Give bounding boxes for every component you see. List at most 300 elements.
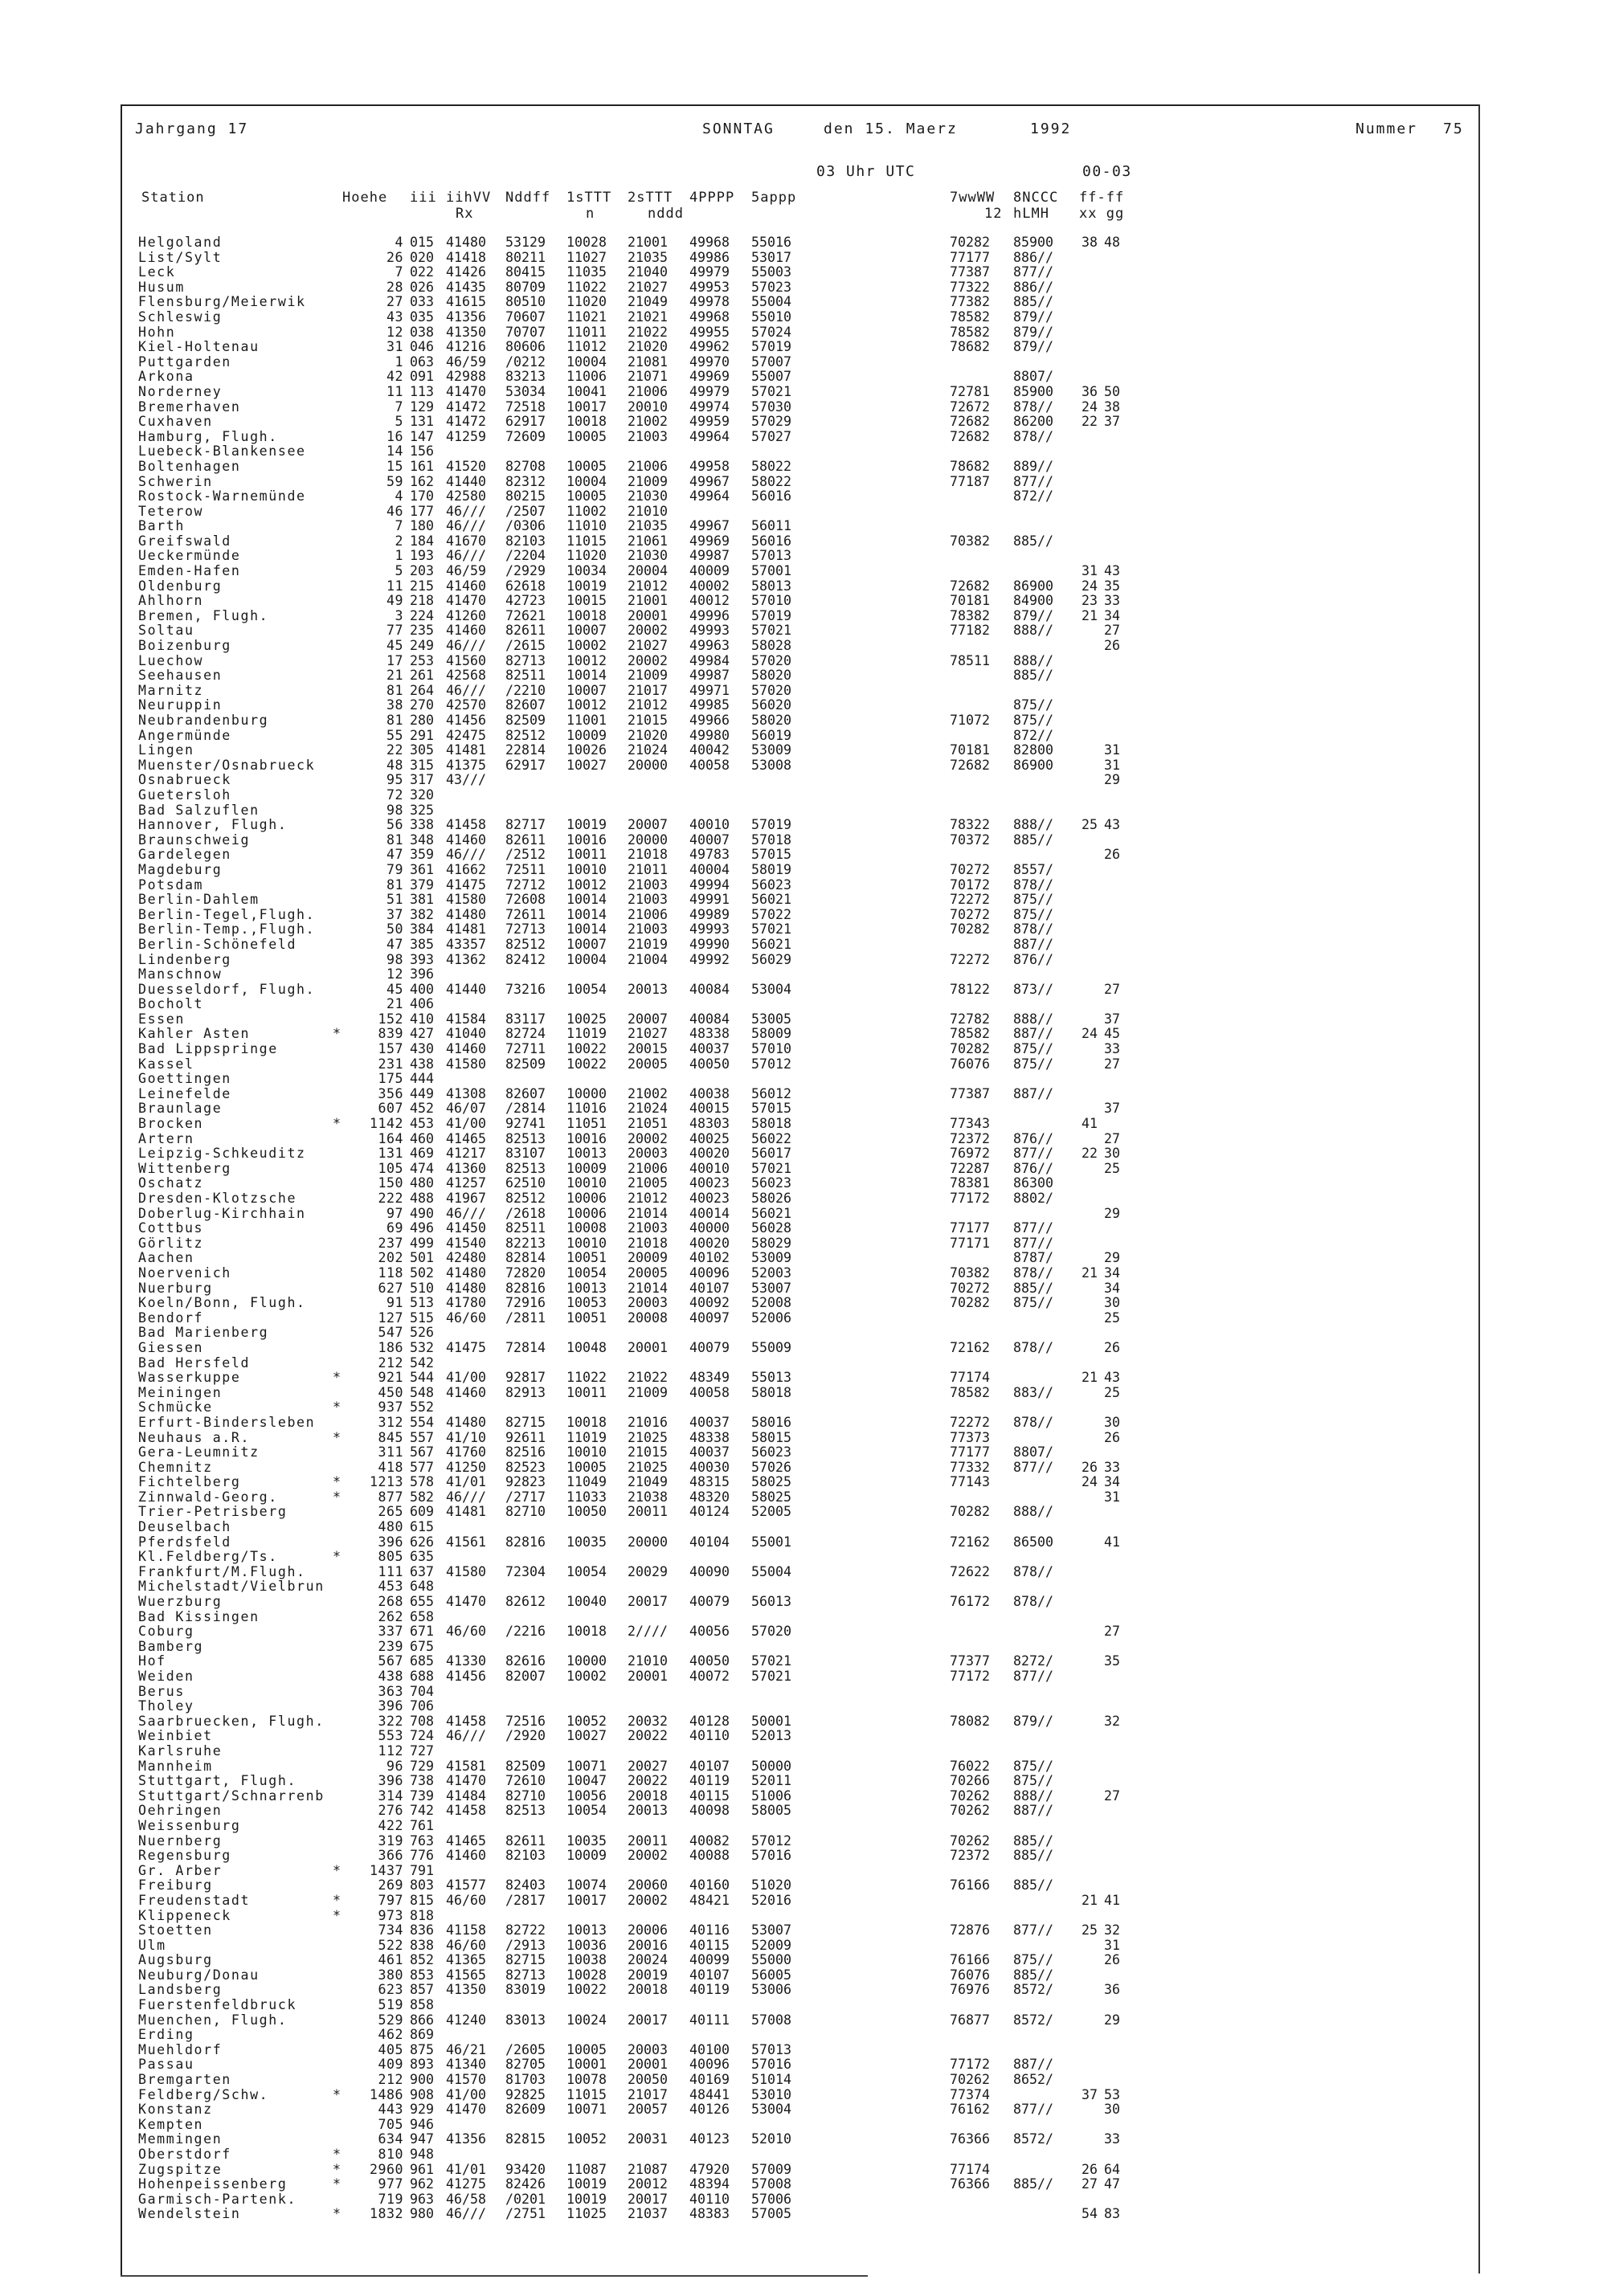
- ff-value-2: 31: [1104, 1489, 1120, 1505]
- s5appp-value: 57018: [751, 831, 791, 848]
- s1ttt-value: 11015: [566, 533, 607, 549]
- s5appp-value: 53008: [751, 757, 791, 773]
- station-name: Seehausen: [138, 668, 223, 684]
- nddff-value: 83213: [505, 369, 546, 385]
- nddff-value: 82722: [505, 1922, 546, 1939]
- col-ffff: ff-ff: [1079, 190, 1125, 206]
- s7wwww-value: 70382: [950, 533, 990, 549]
- s5appp-value: 55004: [751, 1563, 791, 1579]
- s2ttt-value: 20050: [628, 2072, 668, 2088]
- mountain-marker: *: [333, 1907, 341, 1923]
- s5appp-value: 57024: [751, 324, 791, 340]
- hoehe-value: 311: [378, 1444, 403, 1461]
- s5appp-value: 57009: [751, 2161, 791, 2177]
- s7wwww-value: 70282: [950, 921, 990, 938]
- nddff-value: 72608: [505, 892, 546, 908]
- ff-value-2: 64: [1104, 2161, 1120, 2177]
- s1ttt-value: 10048: [566, 1339, 607, 1355]
- station-name: Freiburg: [138, 1877, 213, 1894]
- table-row: [138, 1685, 1183, 1700]
- iii-value: 038: [410, 324, 434, 340]
- nddff-value: 92611: [505, 1429, 546, 1445]
- iii-value: 177: [410, 503, 434, 519]
- s1ttt-value: 10027: [566, 757, 607, 773]
- s2ttt-value: 21027: [628, 1026, 668, 1042]
- s5appp-value: 58025: [751, 1474, 791, 1490]
- s8nccc-value: 877//: [1013, 1669, 1053, 1684]
- s7wwww-value: 76972: [950, 1146, 990, 1162]
- s4pppp-value: 40124: [689, 1504, 730, 1520]
- s2ttt-value: 21024: [628, 742, 668, 758]
- station-name: Kassel: [138, 1056, 194, 1072]
- iii-value: 438: [410, 1056, 434, 1072]
- ff-value-1: 37: [1082, 2086, 1098, 2102]
- iihvv-value: 41580: [446, 1056, 486, 1072]
- ff-value-1: 24: [1082, 398, 1098, 415]
- s7wwww-value: 72876: [950, 1922, 990, 1939]
- s2ttt-value: 20018: [628, 1787, 668, 1804]
- s8nccc-value: 878//: [1013, 398, 1053, 415]
- s4pppp-value: 40004: [689, 861, 730, 877]
- s8nccc-value: 885//: [1013, 668, 1053, 684]
- s2ttt-value: 21015: [628, 713, 668, 728]
- s2ttt-value: 21001: [628, 593, 668, 609]
- s2ttt-value: 20029: [628, 1563, 668, 1579]
- s4pppp-value: 40088: [689, 1848, 730, 1864]
- iihvv-value: 42988: [446, 369, 486, 385]
- hoehe-value: 462: [378, 2027, 403, 2043]
- iihvv-value: 41472: [446, 414, 486, 430]
- ff-value-1: 21: [1082, 1264, 1098, 1281]
- s5appp-value: 53004: [751, 981, 791, 997]
- table-row: [138, 1371, 1183, 1386]
- hoehe-value: 152: [378, 1011, 403, 1027]
- ff-value-2: 30: [1104, 1414, 1120, 1430]
- s7wwww-value: 70282: [950, 1041, 990, 1057]
- nddff-value: 82710: [505, 1504, 546, 1520]
- ff-value-2: 35: [1104, 578, 1120, 594]
- s5appp-value: 58019: [751, 861, 791, 877]
- iii-value: 496: [410, 1220, 434, 1236]
- nddff-value: 72814: [505, 1339, 546, 1355]
- station-name: Bad Salzuflen: [138, 802, 260, 818]
- station-name: Wittenberg: [138, 1160, 231, 1176]
- nddff-value: 82516: [505, 1444, 546, 1461]
- period-label: 00-03: [1082, 163, 1132, 180]
- hoehe-value: 22: [386, 742, 403, 758]
- s5appp-value: 53009: [751, 1250, 791, 1266]
- ff-value-2: 29: [1104, 1205, 1120, 1221]
- hoehe-value: 3: [395, 607, 403, 623]
- s2ttt-value: 20022: [628, 1728, 668, 1744]
- table-row: [138, 1146, 1183, 1162]
- ff-value-1: 22: [1082, 414, 1098, 430]
- s1ttt-value: 11006: [566, 369, 607, 385]
- hoehe-value: 366: [378, 1848, 403, 1864]
- hoehe-value: 5: [395, 414, 403, 430]
- s1ttt-value: 11016: [566, 1101, 607, 1117]
- s2ttt-value: 21015: [628, 1444, 668, 1461]
- iihvv-value: 41480: [446, 235, 486, 250]
- nddff-value: /2920: [505, 1728, 546, 1744]
- iii-value: 980: [410, 2206, 434, 2222]
- nddff-value: /2210: [505, 682, 546, 698]
- s1ttt-value: 11027: [566, 249, 607, 265]
- s8nccc-value: 875//: [1013, 1295, 1053, 1311]
- s1ttt-value: 10022: [566, 1982, 607, 1998]
- station-name: Puttgarden: [138, 353, 231, 370]
- s1ttt-value: 10006: [566, 1205, 607, 1221]
- ff-value-2: 26: [1104, 1429, 1120, 1445]
- iihvv-value: 41450: [446, 1220, 486, 1236]
- s7wwww-value: 78322: [950, 817, 990, 833]
- iihvv-value: 41458: [446, 1803, 486, 1819]
- station-name: Koeln/Bonn, Flugh.: [138, 1295, 306, 1311]
- station-name: Schwerin: [138, 473, 213, 489]
- iii-value: 170: [410, 488, 434, 505]
- nddff-value: 72516: [505, 1713, 546, 1729]
- iii-value: 658: [410, 1608, 434, 1624]
- s4pppp-value: 40115: [689, 1787, 730, 1804]
- hoehe-value: 91: [386, 1295, 403, 1311]
- table-row: [138, 310, 1183, 325]
- s5appp-value: 57019: [751, 607, 791, 623]
- table-row: [138, 1923, 1183, 1939]
- iii-value: 325: [410, 802, 434, 818]
- table-row: [138, 370, 1183, 385]
- iii-value: 499: [410, 1235, 434, 1251]
- iihvv-value: 41581: [446, 1758, 486, 1774]
- iii-value: 803: [410, 1877, 434, 1894]
- hoehe-value: 396: [378, 1698, 403, 1714]
- ff-value-1: 24: [1082, 1026, 1098, 1042]
- hoehe-value: 42: [386, 369, 403, 385]
- iihvv-value: 46/60: [446, 1309, 486, 1326]
- s4pppp-value: 40015: [689, 1101, 730, 1117]
- station-name: Regensburg: [138, 1848, 231, 1864]
- s4pppp-value: 40072: [689, 1669, 730, 1684]
- hoehe-value: 1: [395, 548, 403, 564]
- s5appp-value: 52006: [751, 1309, 791, 1326]
- iii-value: 552: [410, 1399, 434, 1416]
- station-name: Berlin-Temp.,Flugh.: [138, 921, 316, 938]
- station-name: Leinefelde: [138, 1085, 231, 1101]
- s5appp-value: 57021: [751, 383, 791, 399]
- nddff-value: /2512: [505, 847, 546, 863]
- iihvv-value: 41584: [446, 1011, 486, 1027]
- table-row: [138, 1072, 1183, 1087]
- table-row: [138, 2147, 1183, 2163]
- station-name: Saarbruecken, Flugh.: [138, 1713, 325, 1729]
- nddff-value: 82512: [505, 727, 546, 743]
- s2ttt-value: 20024: [628, 1952, 668, 1968]
- s7wwww-value: 78082: [950, 1713, 990, 1729]
- s1ttt-value: 10022: [566, 1041, 607, 1057]
- iihvv-value: 46///: [446, 1489, 486, 1505]
- iii-value: 961: [410, 2161, 434, 2177]
- ff-value-2: 33: [1104, 2131, 1120, 2147]
- iii-value: 655: [410, 1594, 434, 1610]
- iii-value: 035: [410, 308, 434, 325]
- iii-value: 526: [410, 1325, 434, 1341]
- table-row: [138, 1953, 1183, 1968]
- s8nccc-value: 879//: [1013, 324, 1053, 340]
- nddff-value: /2204: [505, 548, 546, 564]
- station-name: Oberstdorf: [138, 2147, 231, 2162]
- s4pppp-value: 40079: [689, 1339, 730, 1355]
- s8nccc-value: 86200: [1013, 414, 1053, 430]
- s2ttt-value: 20005: [628, 1056, 668, 1072]
- s4pppp-value: 49994: [689, 876, 730, 893]
- station-name: Erfurt-Bindersleben: [138, 1414, 316, 1430]
- table-row: [138, 1535, 1183, 1550]
- station-name: Greifswald: [138, 533, 231, 549]
- hoehe-value: 111: [378, 1563, 403, 1579]
- s8nccc-value: 82800: [1013, 742, 1053, 758]
- mountain-marker: *: [333, 2086, 341, 2102]
- s1ttt-value: 10013: [566, 1922, 607, 1939]
- table-row: [138, 1431, 1183, 1446]
- s1ttt-value: 10004: [566, 473, 607, 489]
- hoehe-value: 237: [378, 1235, 403, 1251]
- hoehe-value: 1437: [370, 1862, 403, 1878]
- iii-value: 147: [410, 428, 434, 444]
- s5appp-value: 57001: [751, 563, 791, 579]
- ff-value-1: 24: [1082, 578, 1098, 594]
- s8nccc-value: 875//: [1013, 1041, 1053, 1057]
- obs-time-label: 03 Uhr UTC: [816, 163, 916, 180]
- table-row: [138, 1595, 1183, 1610]
- s7wwww-value: 70372: [950, 831, 990, 848]
- s4pppp-value: 40014: [689, 1205, 730, 1221]
- s1ttt-value: 10019: [566, 2176, 607, 2192]
- mountain-marker: *: [333, 1892, 341, 1908]
- s4pppp-value: 40084: [689, 981, 730, 997]
- hoehe-value: 396: [378, 1534, 403, 1550]
- iii-value: 261: [410, 668, 434, 684]
- station-name: Bad Hersfeld: [138, 1354, 251, 1371]
- hoehe-value: 14: [386, 443, 403, 460]
- s7wwww-value: 76166: [950, 1877, 990, 1894]
- s4pppp-value: 49959: [689, 414, 730, 430]
- s7wwww-value: 77373: [950, 1429, 990, 1445]
- s2ttt-value: 21006: [628, 1160, 668, 1176]
- iii-value: 427: [410, 1026, 434, 1042]
- s5appp-value: 57012: [751, 1056, 791, 1072]
- iii-value: 161: [410, 458, 434, 474]
- iii-value: 675: [410, 1638, 434, 1654]
- station-name: Doberlug-Kirchhain: [138, 1205, 306, 1221]
- s4pppp-value: 40058: [689, 757, 730, 773]
- s7wwww-value: 70266: [950, 1773, 990, 1789]
- ff-value-2: 27: [1104, 1787, 1120, 1804]
- s2ttt-value: 21009: [628, 1384, 668, 1400]
- hoehe-value: 7: [395, 264, 403, 280]
- iihvv-value: 41418: [446, 249, 486, 265]
- table-row: [138, 1669, 1183, 1685]
- table-row: [138, 639, 1183, 654]
- s5appp-value: 56021: [751, 892, 791, 908]
- col-nddff: Nddff: [505, 190, 551, 206]
- ff-value-2: 27: [1104, 1056, 1120, 1072]
- s1ttt-value: 10035: [566, 1832, 607, 1849]
- s5appp-value: 57026: [751, 1459, 791, 1475]
- s8nccc-value: 879//: [1013, 339, 1053, 355]
- s2ttt-value: 21003: [628, 921, 668, 938]
- s1ttt-value: 10010: [566, 1444, 607, 1461]
- s5appp-value: 58028: [751, 638, 791, 654]
- iii-value: 724: [410, 1728, 434, 1744]
- col-7wwww: 7wwWW: [950, 190, 996, 206]
- s1ttt-value: 10002: [566, 1669, 607, 1684]
- s2ttt-value: 21017: [628, 682, 668, 698]
- hoehe-value: 48: [386, 757, 403, 773]
- iii-value: 513: [410, 1295, 434, 1311]
- table-row: [138, 1819, 1183, 1834]
- s7wwww-value: 70282: [950, 1504, 990, 1520]
- station-name: Arkona: [138, 369, 194, 385]
- table-row: [138, 460, 1183, 475]
- station-name: Tholey: [138, 1698, 194, 1714]
- s1ttt-value: 10009: [566, 1848, 607, 1864]
- station-name: Erding: [138, 2027, 194, 2043]
- hoehe-value: 95: [386, 772, 403, 788]
- s4pppp-value: 40038: [689, 1085, 730, 1101]
- s2ttt-value: 20007: [628, 1011, 668, 1027]
- s4pppp-value: 49979: [689, 383, 730, 399]
- mountain-marker: *: [333, 1399, 341, 1416]
- hoehe-value: 118: [378, 1264, 403, 1281]
- station-name: Landsberg: [138, 1982, 223, 1998]
- station-name: Kl.Feldberg/Ts.: [138, 1549, 278, 1565]
- station-name: Goettingen: [138, 1071, 231, 1087]
- iihvv-value: 42570: [446, 697, 486, 713]
- iihvv-value: 41570: [446, 2072, 486, 2088]
- iii-value: 866: [410, 2012, 434, 2028]
- s2ttt-value: 21002: [628, 414, 668, 430]
- iii-value: 264: [410, 682, 434, 698]
- hoehe-value: 937: [378, 1399, 403, 1416]
- iihvv-value: 41460: [446, 831, 486, 848]
- iii-value: 063: [410, 353, 434, 370]
- iihvv-value: 41350: [446, 324, 486, 340]
- s4pppp-value: 40010: [689, 1160, 730, 1176]
- s5appp-value: 57020: [751, 682, 791, 698]
- iihvv-value: 41760: [446, 1444, 486, 1461]
- table-row: [138, 1101, 1183, 1117]
- s4pppp-value: 40023: [689, 1191, 730, 1206]
- mountain-marker: *: [333, 1474, 341, 1490]
- station-name: Neuhaus a.R.: [138, 1429, 251, 1445]
- s5appp-value: 55016: [751, 235, 791, 250]
- ff-value-2: 30: [1104, 1295, 1120, 1311]
- s1ttt-value: 11022: [566, 279, 607, 295]
- s5appp-value: 56021: [751, 936, 791, 952]
- table-row: [138, 534, 1183, 549]
- station-name: Boizenburg: [138, 638, 231, 654]
- s2ttt-value: 21006: [628, 458, 668, 474]
- s1ttt-value: 10016: [566, 1130, 607, 1146]
- ff-value-2: 47: [1104, 2176, 1120, 2192]
- s4pppp-value: 49958: [689, 458, 730, 474]
- hoehe-value: 239: [378, 1638, 403, 1654]
- iihvv-value: 41561: [446, 1534, 486, 1550]
- hoehe-value: 212: [378, 2072, 403, 2088]
- table-row: [138, 698, 1183, 713]
- s7wwww-value: 78582: [950, 308, 990, 325]
- s1ttt-value: 10028: [566, 235, 607, 250]
- iihvv-value: 41350: [446, 1982, 486, 1998]
- iihvv-value: 41340: [446, 2057, 486, 2073]
- s8nccc-value: 877//: [1013, 2102, 1053, 2118]
- s2ttt-value: 21005: [628, 1175, 668, 1191]
- s8nccc-value: 8572/: [1013, 1982, 1053, 1998]
- hoehe-value: 363: [378, 1683, 403, 1699]
- iihvv-value: 41330: [446, 1653, 486, 1669]
- table-row: [138, 1998, 1183, 2013]
- s2ttt-value: 21020: [628, 339, 668, 355]
- hoehe-value: 312: [378, 1414, 403, 1430]
- s1ttt-value: 10001: [566, 2057, 607, 2073]
- s4pppp-value: 48421: [689, 1892, 730, 1908]
- table-row: [138, 579, 1183, 594]
- iihvv-value: 41470: [446, 383, 486, 399]
- s2ttt-value: 21049: [628, 1474, 668, 1490]
- iii-value: 742: [410, 1803, 434, 1819]
- iihvv-value: 41217: [446, 1146, 486, 1162]
- s1ttt-value: 10002: [566, 638, 607, 654]
- iihvv-value: 41/00: [446, 2086, 486, 2102]
- s5appp-value: 57012: [751, 1832, 791, 1849]
- s4pppp-value: 49967: [689, 518, 730, 534]
- table-row: [138, 2043, 1183, 2058]
- station-name: Rostock-Warnemünde: [138, 488, 306, 505]
- table-row: [138, 1640, 1183, 1655]
- iii-value: 929: [410, 2102, 434, 2118]
- ff-value-2: 27: [1104, 623, 1120, 639]
- s5appp-value: 56021: [751, 1205, 791, 1221]
- iii-value: 406: [410, 996, 434, 1012]
- station-name: Weinbiet: [138, 1728, 213, 1744]
- iii-value: 381: [410, 892, 434, 908]
- hoehe-value: 50: [386, 921, 403, 938]
- iii-value: 791: [410, 1862, 434, 1878]
- s7wwww-value: 77322: [950, 279, 990, 295]
- s5appp-value: 52003: [751, 1264, 791, 1281]
- s2ttt-value: 20032: [628, 1713, 668, 1729]
- ff-value-2: 32: [1104, 1713, 1120, 1729]
- nddff-value: 82403: [505, 1877, 546, 1894]
- station-name: Freudenstadt: [138, 1892, 251, 1908]
- s8nccc-value: 875//: [1013, 1758, 1053, 1774]
- hoehe-value: 973: [378, 1907, 403, 1923]
- iihvv-value: 41540: [446, 1235, 486, 1251]
- s4pppp-value: 49987: [689, 548, 730, 564]
- iii-value: 320: [410, 786, 434, 803]
- s4pppp-value: 48303: [689, 1116, 730, 1132]
- nddff-value: 82713: [505, 1967, 546, 1983]
- station-name: Husum: [138, 279, 185, 295]
- ff-value-2: 50: [1104, 383, 1120, 399]
- s5appp-value: 55000: [751, 1952, 791, 1968]
- s1ttt-value: 10018: [566, 1414, 607, 1430]
- s1ttt-value: 11019: [566, 1026, 607, 1042]
- col-ffff-sub: xx gg: [1079, 206, 1125, 222]
- station-name: Passau: [138, 2057, 194, 2073]
- s8nccc-value: 888//: [1013, 1787, 1053, 1804]
- s8nccc-value: 878//: [1013, 876, 1053, 893]
- s5appp-value: 57005: [751, 2206, 791, 2222]
